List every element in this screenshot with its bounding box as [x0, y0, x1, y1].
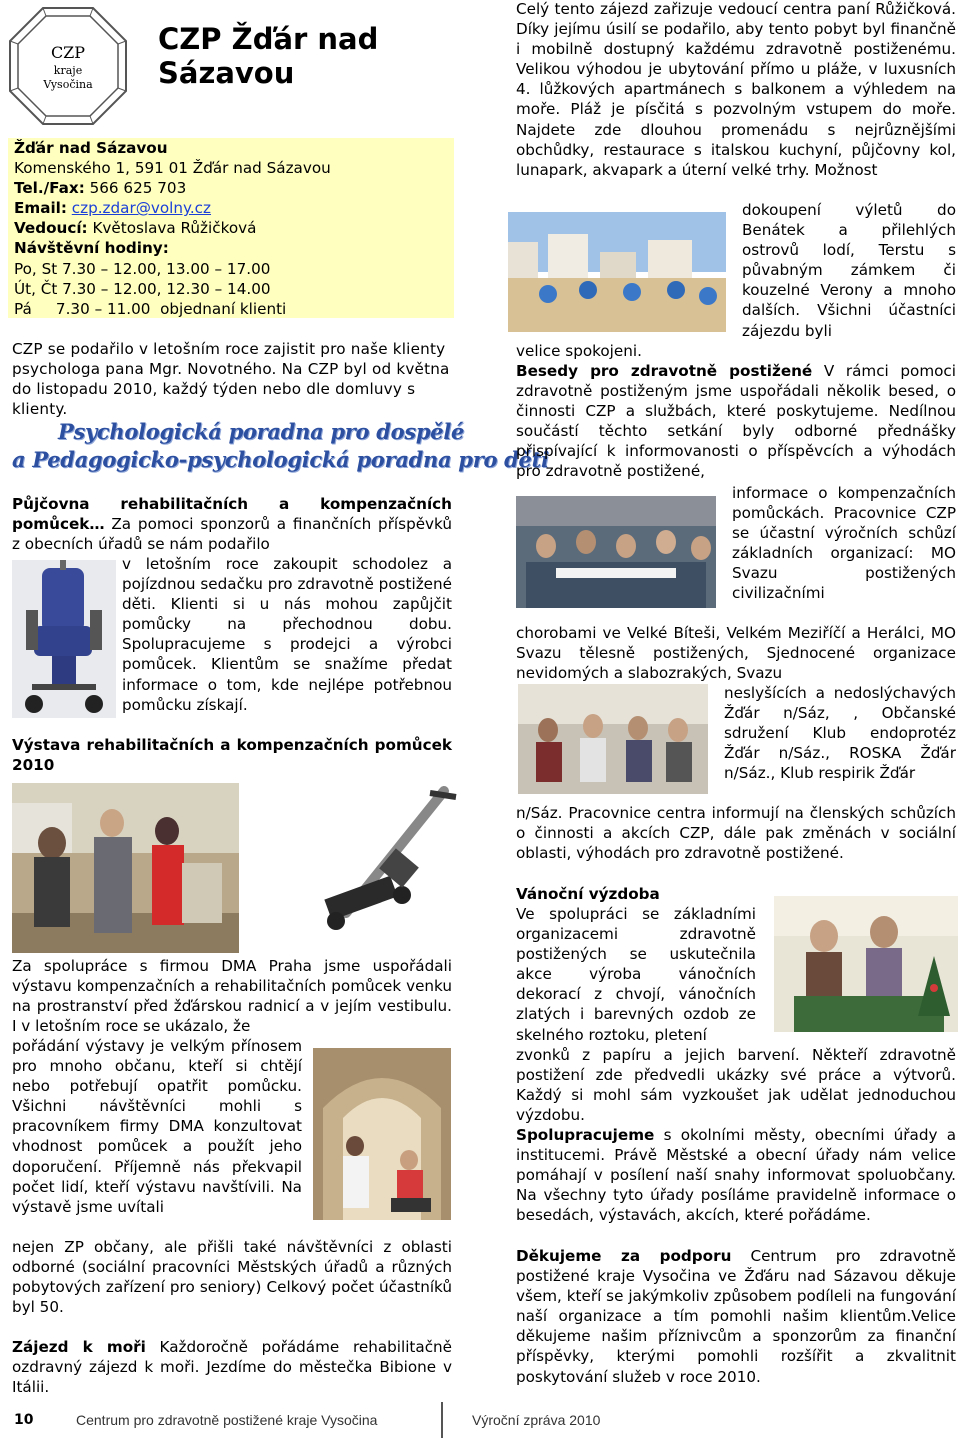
- email-link[interactable]: czp.zdar@volny.cz: [71, 199, 212, 218]
- hours-line-3: Pá 7.30 – 11.00 objednaní klienti: [14, 299, 287, 318]
- banner-adult-counselling: Psychologická poradna pro dospělé: [58, 419, 465, 444]
- banner-child-counselling: a Pedagogicko-psychologická poradna pro děti: [12, 447, 549, 472]
- sea-trip-text-c: dokoupení výletů do Benátek a přilehlých ostrovů lodí, Terstu s půvabným zámkem či kouzelné Verony a mnoho dalších. Všichni účastníci zájezdu byli: [742, 201, 956, 340]
- exhibition-hall-photo: [313, 1048, 451, 1220]
- christmas-text-a: Ve spolupráci se základními organizacemi zdravotně postižených se uskutečnila akce výroba vánočních dekorací z chvojí, vánočních zlatých i barevných ozdob ze skelného roztoku, pletení: [516, 905, 756, 1044]
- page-number: 10: [14, 1412, 34, 1428]
- christmas-photo: [774, 896, 958, 1032]
- meeting-photo: [516, 496, 716, 608]
- head-label: Vedoucí:: [14, 219, 88, 238]
- exhibition-photo: [12, 783, 239, 953]
- tel-label: Tel./Fax:: [14, 179, 85, 198]
- meetings-title: Besedy pro zdravotně postižené: [516, 362, 813, 380]
- contact-box: [8, 138, 454, 318]
- page-title: CZP Žďár nad Sázavou: [158, 22, 379, 90]
- sea-trip-text-d: velice spokojeni.: [516, 342, 642, 360]
- beach-photo: [508, 212, 726, 332]
- thanks-title: Děkujeme za podporu: [516, 1247, 732, 1265]
- footer-left-text: Centrum pro zdravotně postižené kraje Vysočina: [76, 1412, 378, 1428]
- intro-paragraph: CZP se podařilo v letošním roce zajistit pro naše klienty psychologa pana Mgr. Novotného. Na CZP byl od května do listopadu 2010, každý týden nebo dle domluvy s klienty.: [12, 340, 450, 419]
- footer-divider: [441, 1402, 443, 1438]
- logo-text-1: CZP: [50, 43, 86, 62]
- christmas-title: Vánoční výzdoba: [516, 885, 660, 903]
- meetings-text-e: n/Sáz. Pracovnice centra informují na členských schůzích o činnosti a akcích CZP, dále pak změnách v sociální oblasti, výhodách pro zdravotně postižené.: [516, 804, 956, 863]
- members-meeting-photo: [518, 684, 708, 794]
- contact-address: Komenského 1, 591 01 Žďár nad Sázavou: [14, 159, 331, 178]
- wheelchair-photo: [12, 560, 116, 718]
- czp-logo: [8, 6, 128, 126]
- exhibition-text-b: pořádání výstavy je velkým přínosem pro mnoho občanu, kteří si chtějí nebo potřebují opatřit pomůcku. Všichni návštěvníci mohli s pracovníkem firmy DMA konzultovat vhodnost pomůcek a použít jeho doporučení. Příjemně nás překvapil počet lidí, kteří výstavu navštívili. Na výstavě jsme uvítali: [12, 1037, 302, 1216]
- lending-text-b: v letošním roce zakoupit schodolez a pojízdnou sedačku pro zdravotně postižené děti. Klienti si u nás mohou zapůjčit pomůcky na přechodnou dobu. Spolupracujeme s prodejci a výrobci pomůcek. Klientům se snažíme předat informace o tom, kde nejlépe potřebnou pomůcku získají.: [122, 555, 452, 714]
- thanks-text: Centrum pro zdravotně postižené kraje Vysočina ve Žďáru nad Sázavou děkuje všem, kteří se jakýmkoliv způsobem podíleli na fungování naší organizace a tím pomohli našim klientům.Velice děkujeme našim příznivcům a sponzorům za finanční příspěvky, kterými pomohli rozšířit a zkvalitnit poskytování služeb v roce 2010.: [516, 1247, 956, 1386]
- meetings-text-a: V rámci pomoci zdravotně postiženým jsme uspořádali několik besed, o činnosti CZP a službách, které poskytujeme. Nedílnou součástí těchto setkání byly odborné přednášky přispívající k informovanosti o příspěvcích a výhodách pro zdravotně postižené,: [516, 362, 956, 481]
- christmas-text-b: zvonků z papíru a jejich barvení. Někteří zdravotně postižení zde předvedli ukázky své práce a výtvorů. Každý si mohl sám vyzkoušet jak udělat jednoduchou výzdobu.: [516, 1046, 956, 1125]
- sea-trip-title: Zájezd k moři: [12, 1338, 146, 1356]
- cooperation-section: [516, 1125, 956, 1225]
- head-value: Květoslava Růžičková: [87, 219, 257, 238]
- email-label: Email:: [14, 199, 67, 218]
- logo-text-2: kraje: [53, 64, 83, 77]
- cooperation-text: s okolními městy, obecními úřady a institucemi. Právě Městské a obecní úřady nám velice pomáhají v posílení naší snahy informovat spoluobčany. Na všechny tyto úřady posíláme pravidelně informace o besedách, výstavách, akcích, které pořádáme.: [516, 1126, 956, 1225]
- tel-value: 566 625 703: [84, 179, 187, 198]
- sea-trip-section: [12, 1337, 452, 1397]
- lending-title: Půjčovna rehabilitačních a kompenzačních pomůcek…: [12, 495, 452, 534]
- contact-heading: Žďár nad Sázavou: [14, 139, 168, 157]
- footer-right-text: Výroční zpráva 2010: [472, 1412, 601, 1428]
- lending-text-a: Za pomoci sponzorů a finančních příspěvků z obecních úřadů se nám podařilo: [12, 515, 452, 554]
- meetings-section: [516, 361, 956, 482]
- exhibition-text-c: nejen ZP občany, ale přišli také návštěvníci z oblasti odborné (sociální pracovníci Městských úřadů a různých pobytových zařízení pro seniory) Celkový počet účastníků byl 50.: [12, 1238, 452, 1317]
- cooperation-title: Spolupracujeme: [516, 1126, 655, 1144]
- exhibition-text-a: Za spolupráce s firmou DMA Praha jsme uspořádali výstavu kompenzačních a rehabilitačních pomůcek venku na prostranství před žďárskou radnicí a v jejím vestibulu. I v letošním roce se ukázalo, že: [12, 957, 452, 1036]
- meetings-text-c: chorobami ve Velké Bíteši, Velkém Meziříčí a Herálci, MO Svazu tělesně postižených, Sjednocené organizace nevidomých a slabozrakých, Svazu: [516, 624, 956, 683]
- meetings-text-b: informace o kompenzačních pomůckách. Pracovnice CZP se účastní výročních schůzí základních organizací: MO Svazu postižených civilizačními: [732, 484, 956, 603]
- logo-text-3: Vysočina: [43, 78, 93, 91]
- hours-label: Návštěvní hodiny:: [14, 239, 169, 258]
- sea-trip-text-b: Celý tento zájezd zařizuje vedoucí centra paní Růžičková. Díky jejímu úsilí se podařilo, aby tento pobyt byl finančně i mobilně dostupný každému zdravotně postiženému. Velikou výhodou je ubytování přímo u pláže, v luxusních 4. lůžkových apartmánech s balkonem a výhledem na moře. Pláž je písčitá s pozvolným vstupem do moře. Najdete zde dlouhou promenádu s nejrůznějšími obchůdky, restaurace s italskou kuchyní, půjčovny kol, lunapark, akvapark a úterní velké trhy. Možnost: [516, 0, 956, 179]
- sea-trip-text-a: Každoročně pořádáme rehabilitačně ozdravný zájezd k moři. Jezdíme do městečka Bibione v Itálii.: [12, 1338, 453, 1397]
- thanks-section: [516, 1246, 956, 1387]
- hours-line-2: Út, Čt 7.30 – 12.00, 12.30 – 14.00: [14, 279, 271, 298]
- lending-section: [12, 494, 452, 554]
- hours-line-1: Po, St 7.30 – 12.00, 13.00 – 17.00: [14, 259, 271, 278]
- stair-climber-photo: [306, 783, 468, 933]
- meetings-text-d: neslyšících a nedoslýchavých Žďár n/Sáz, , Občanské sdružení Klub endoprotéz Žďár n/Sáz., ROSKA Žďár n/Sáz., Klub respirik Žďár: [724, 684, 956, 783]
- exhibition-title: Výstava rehabilitačních a kompenzačních pomůcek 2010: [12, 736, 452, 775]
